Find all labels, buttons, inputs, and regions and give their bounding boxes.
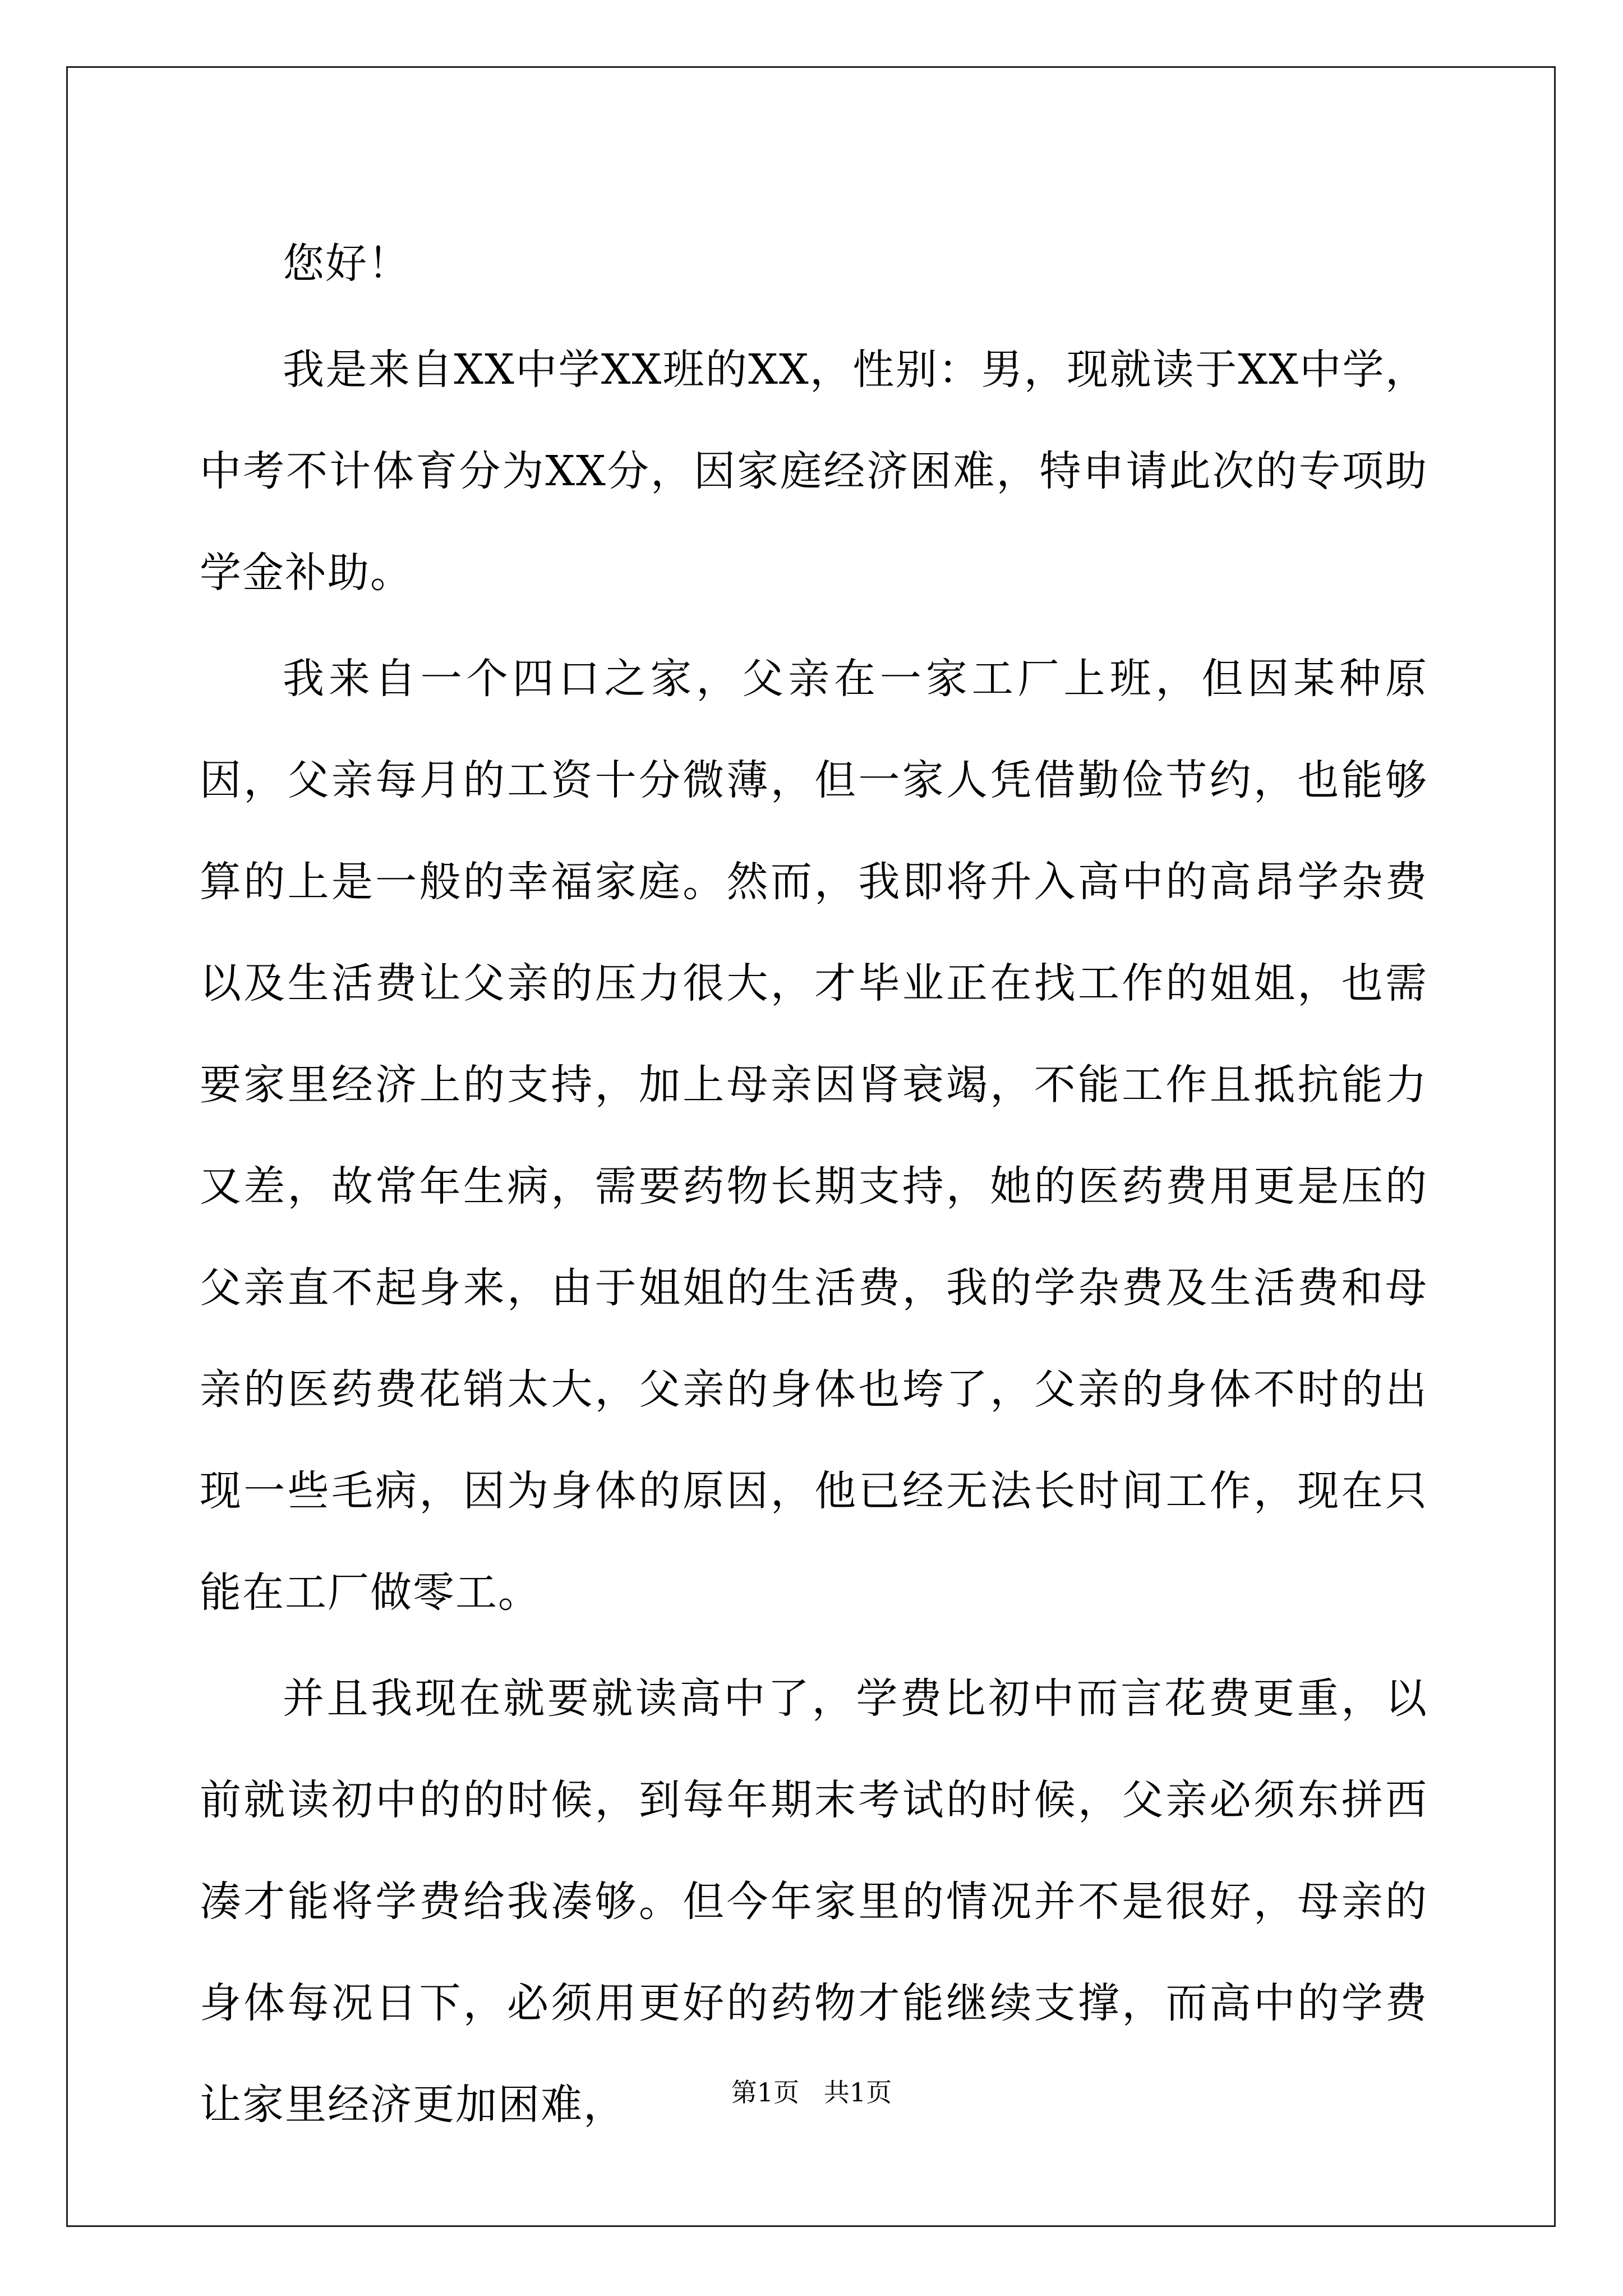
document-body	[200, 213, 1428, 2156]
tuition-paragraph: 并且我现在就要就读高中了，学费比初中而言花费更重，以前就读初中的的时候，到每年期末考试的时候，父亲必须东拼西凑才能将学费给我凑够。但今年家里的情况并不是很好，母亲的身体每况日下，必须用更好的药物才能继续支撑，而高中的学费让家里经济更加困难，	[200, 1674, 1428, 2129]
intro-paragraph: 我是来自XX中学XX班的XX，性别：男，现就读于XX中学，中考不计体育分为XX分，因家庭经济困难，特申请此次的专项助学金补助。	[200, 346, 1428, 597]
family-paragraph: 我来自一个四口之家，父亲在一家工厂上班，但因某种原因，父亲每月的工资十分微薄，但一家人凭借勤俭节约，也能够算的上是一般的幸福家庭。然而，我即将升入高中的高昂学杂费以及生活费让父亲的压力很大，才毕业正在找工作的姐姐，也需要家里经济上的支持，加上母亲因肾衰竭，不能工作且抵抗能力又差，故常年生病，需要药物长期支持，她的医药费用更是压的父亲直不起身来，由于姐姐的生活费，我的学杂费及生活费和母亲的医药费花销太大，父亲的身体也垮了，父亲的身体不时的出现一些毛病，因为身体的原因，他已经无法长时间工作，现在只能在工厂做零工。	[200, 655, 1428, 1617]
page-number-footer: 第1页 共1页	[731, 2077, 892, 2108]
greeting-paragraph: 您好！	[283, 240, 411, 288]
